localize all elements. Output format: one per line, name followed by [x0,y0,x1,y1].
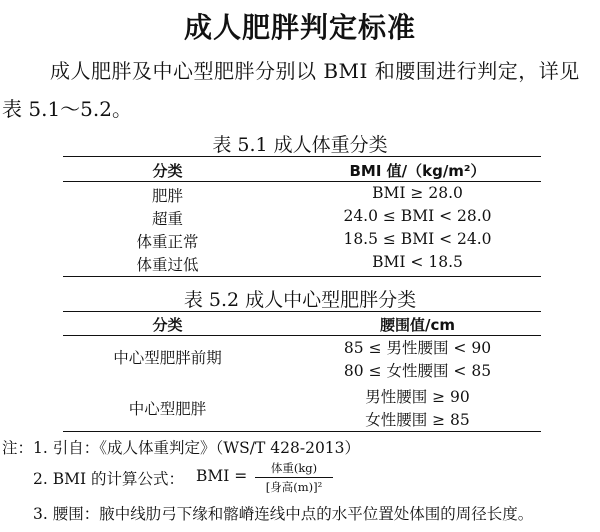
table2-header-waist: 腰围值/cm [379,316,455,334]
table1-row-3-category: 体重正常 [136,233,199,251]
note-2-label: 2. BMI 的计算公式： [33,470,185,488]
table2-bottom-rule [63,431,541,432]
table1-row-2-category: 超重 [151,210,183,228]
table1-row-4-category: 体重过低 [136,256,199,274]
table1-row-4-value: BMI < 18.5 [372,253,463,271]
intro-line-1: 成人肥胖及中心型肥胖分别以 BMI 和腰围进行判定，详见 [50,59,580,83]
table2-group-1-value-2: 80 ≤ 女性腰围 < 85 [343,362,492,380]
table2-group-1-label: 中心型肥胖前期 [113,349,222,367]
table2-group-2-value-1: 男性腰围 ≥ 90 [365,388,470,406]
table1-header-category: 分类 [152,162,183,180]
table1-row-1-value: BMI ≥ 28.0 [372,184,463,202]
table2-group-2-value-2: 女性腰围 ≥ 85 [365,411,470,429]
table1-bottom-rule [63,276,541,277]
table2-group-1-value-1: 85 ≤ 男性腰围 < 90 [343,339,492,357]
table2-header-category: 分类 [152,316,183,334]
table1-header-rule [63,181,541,182]
bmi-formula-numerator: 体重(kg) [255,460,333,478]
bmi-formula-fraction [255,460,333,495]
note-3: 3. 腰围：腋中线肋弓下缘和髂嵴连线中点的水平位置处体围的周径长度。 [33,505,534,523]
table2-top-rule [63,311,541,312]
table1-row-1-category: 肥胖 [151,187,183,205]
table2-group-2-label: 中心型肥胖 [128,400,207,418]
bmi-formula-lhs: BMI = [196,467,248,485]
table2-caption: 表 5.2 成人中心型肥胖分类 [183,289,417,311]
note-1: 注：1. 引自：《成人体重判定》（WS/T 428-2013） [2,439,361,457]
bmi-formula-denominator: [身高(m)]² [265,480,323,494]
page-title: 成人肥胖判定标准 [183,11,416,44]
table1-caption: 表 5.1 成人体重分类 [212,134,388,156]
table1-top-rule [63,156,541,157]
table1-header-bmi: BMI 值/（kg/m²） [349,162,486,180]
table1-row-3-value: 18.5 ≤ BMI < 24.0 [343,230,492,248]
table1-row-2-value: 24.0 ≤ BMI < 28.0 [343,207,492,225]
intro-line-2: 表 5.1～5.2。 [2,97,132,121]
